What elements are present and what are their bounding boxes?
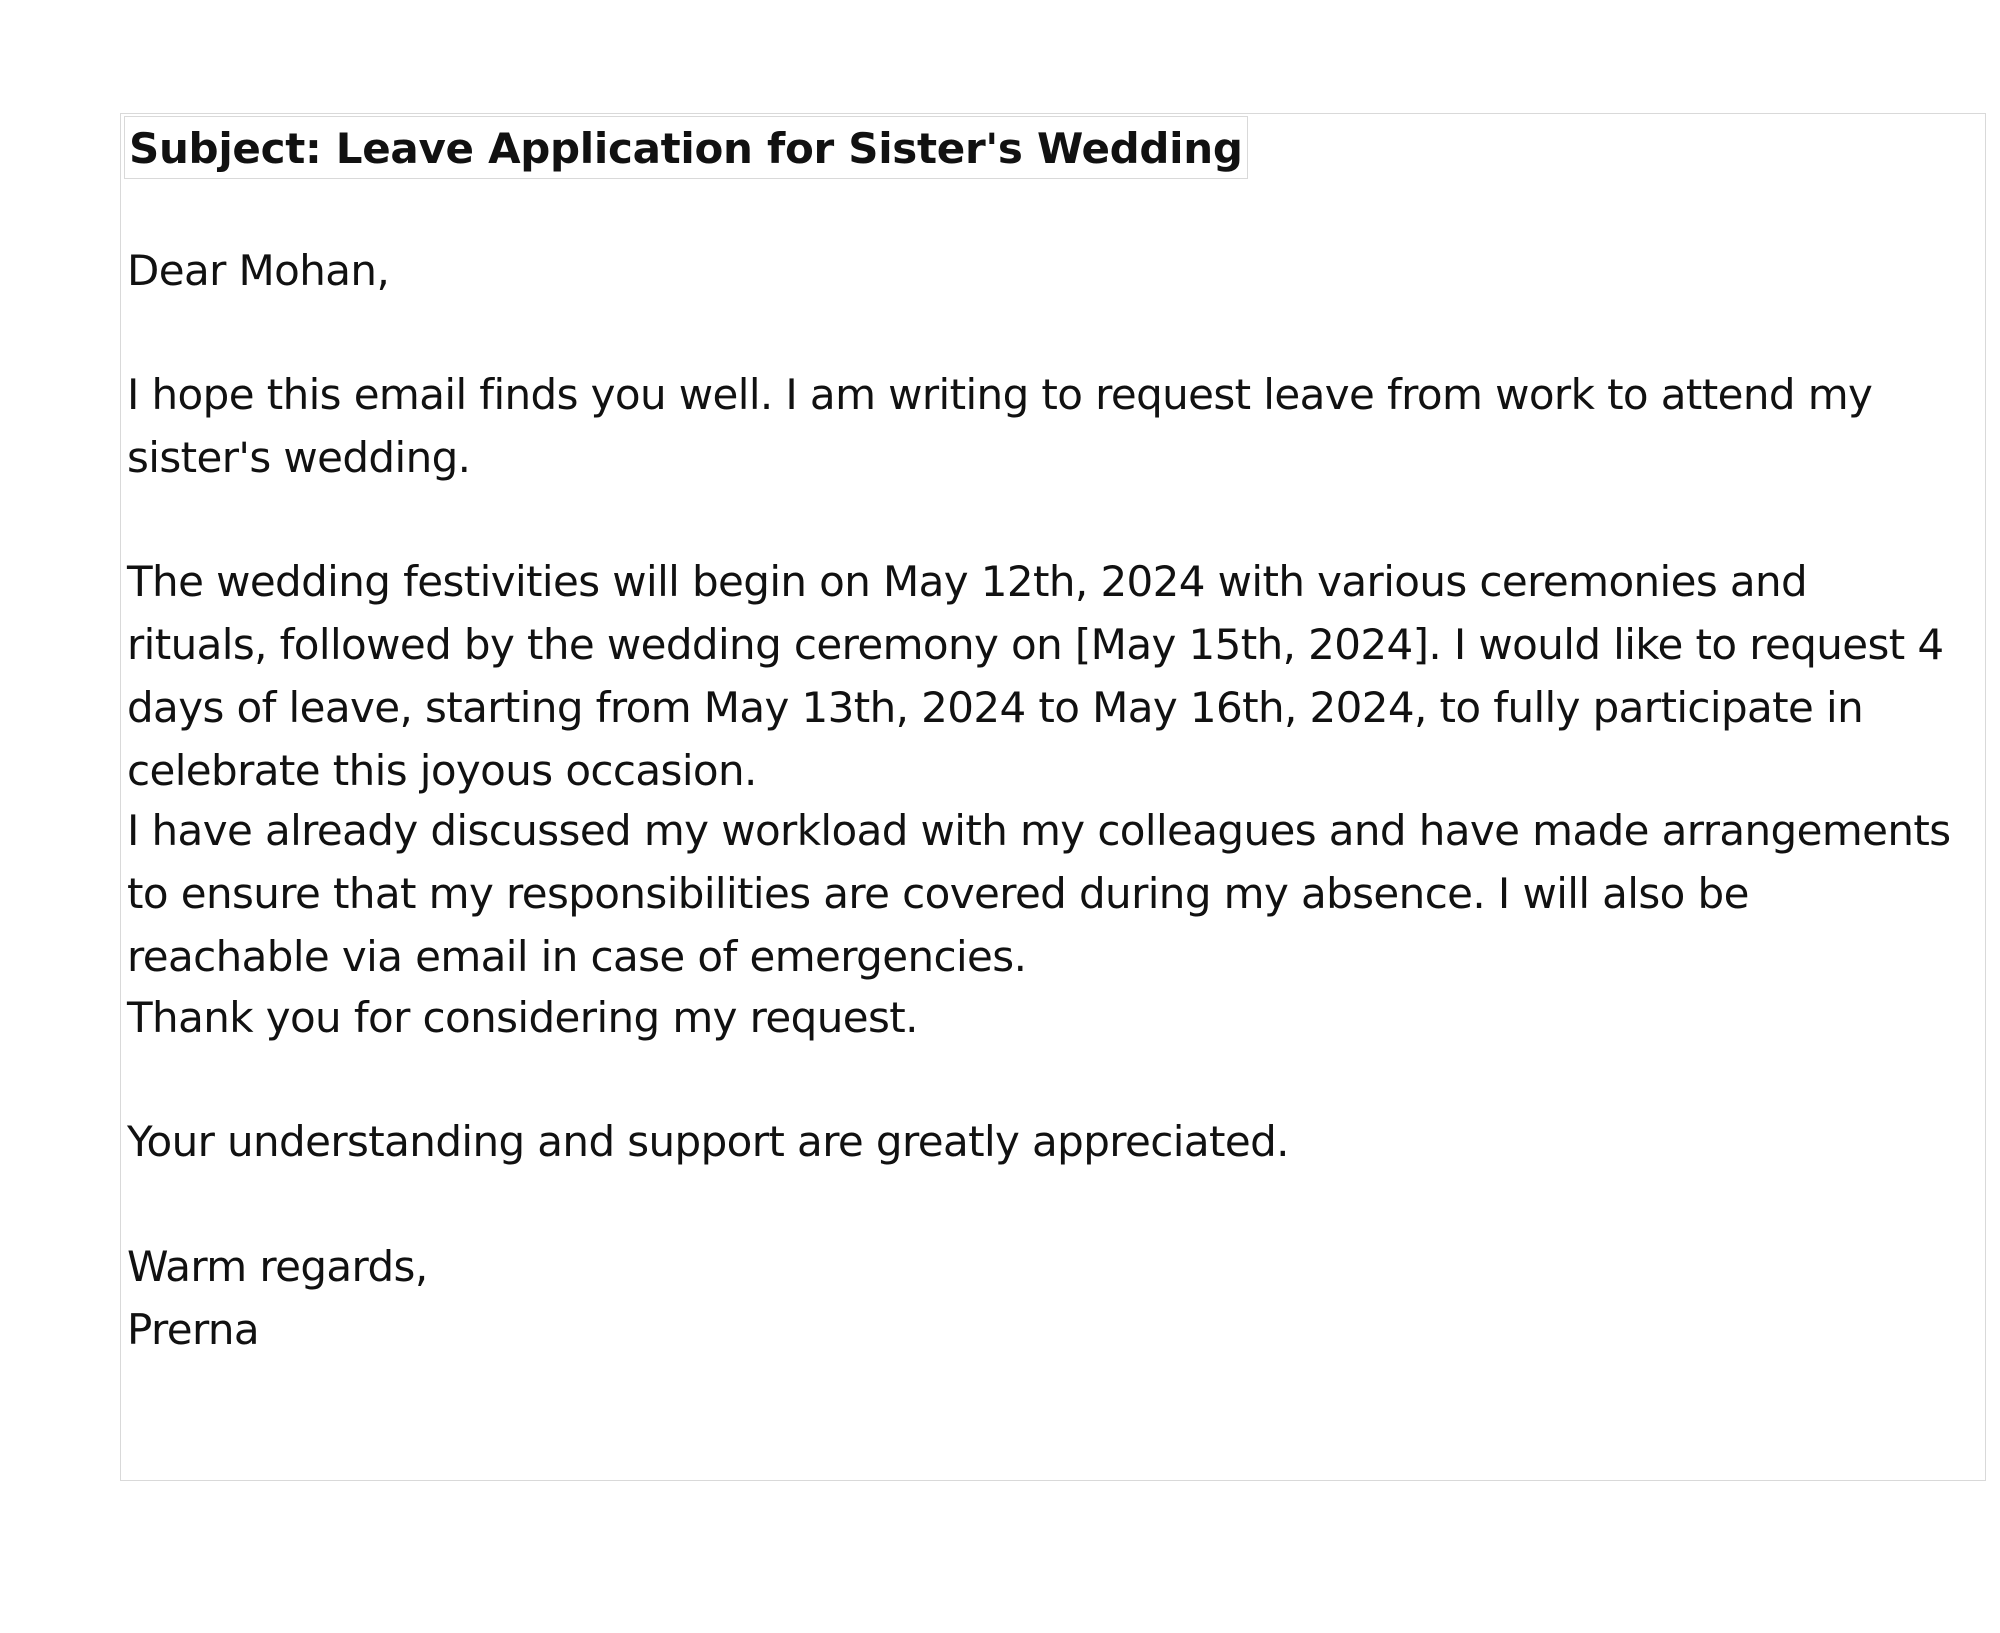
paragraph-line: The wedding festivities will begin on May 12th, 2024 with various ceremonies and — [127, 557, 1808, 606]
paragraph-line: rituals, followed by the wedding ceremony on [May 15th, 2024]. I would like to request 4 — [127, 620, 1944, 669]
paragraph-line: celebrate this joyous occasion. — [127, 746, 757, 795]
paragraph-thanks — [127, 986, 1987, 1049]
paragraph-appreciation — [127, 1110, 1987, 1173]
greeting-line: Dear Mohan, — [127, 246, 390, 295]
paragraph-line: I have already discussed my workload with my colleagues and have made arrangements — [127, 806, 1951, 855]
paragraph-line: Thank you for considering my request. — [127, 993, 918, 1042]
letter-signoff — [127, 1235, 1987, 1361]
paragraph-line: I hope this email finds you well. I am writing to request leave from work to attend my — [127, 370, 1873, 419]
letter-container — [120, 113, 1986, 1481]
paragraph-arrangements — [127, 799, 1987, 988]
paragraph-line: reachable via email in case of emergencies. — [127, 932, 1027, 981]
paragraph-line: sister's wedding. — [127, 433, 471, 482]
letter-subject: Subject: Leave Application for Sister's Wedding — [124, 116, 1248, 179]
signature-name: Prerna — [127, 1305, 260, 1354]
letter-greeting — [127, 239, 1987, 302]
closing-line: Warm regards, — [127, 1242, 428, 1291]
paragraph-dates — [127, 550, 1987, 802]
paragraph-line: days of leave, starting from May 13th, 2024 to May 16th, 2024, to fully participate in — [127, 683, 1864, 732]
paragraph-intro — [127, 363, 1987, 489]
paragraph-line: to ensure that my responsibilities are covered during my absence. I will also be — [127, 869, 1749, 918]
paragraph-line: Your understanding and support are greatly appreciated. — [127, 1117, 1289, 1166]
